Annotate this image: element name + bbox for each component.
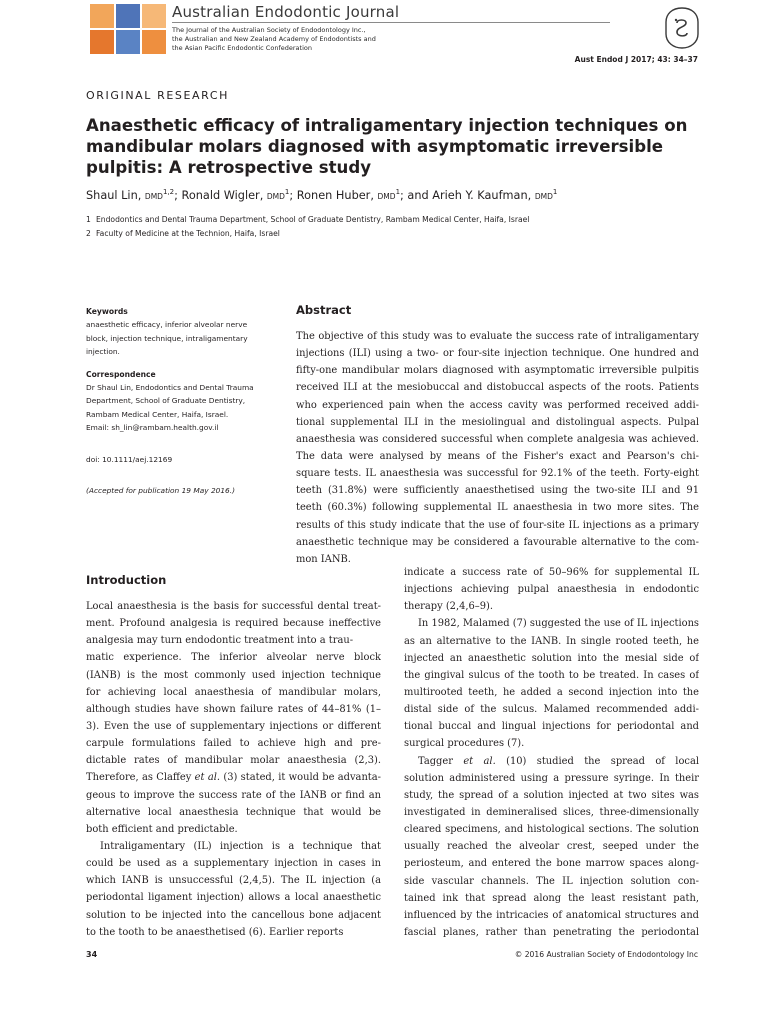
text-line: square tests. IL anaesthesia was successful for 92.1% of the teeth. Forty-eight <box>296 468 699 480</box>
citation: Aust Endod J 2017; 43: 34–37 <box>574 55 698 64</box>
correspondence-line: Rambam Medical Center, Haifa, Israel. <box>86 409 229 419</box>
text-line: Intraligamentary (IL) injection is a technique that <box>100 840 381 852</box>
affiliations <box>86 215 529 243</box>
text-line: side vascular channels. The IL injection solution con- <box>404 875 699 887</box>
affiliation: 2 Faculty of Medicine at the Technion, Haifa, Israel <box>86 229 280 238</box>
article-sidebar <box>86 306 276 498</box>
society-seal-icon <box>664 6 700 50</box>
text-line: periodontal ligament injection) allows a local anaesthetic <box>86 892 381 904</box>
author: Ronen Huber, DMD$^1$; and <box>296 188 433 202</box>
text-line: to the tooth to be anaesthetised (6). Earlier reports <box>86 926 344 938</box>
correspondence-heading: Correspondence <box>86 369 156 379</box>
text-line: anaesthetic technique may be considered a favourable alternative to the com- <box>296 536 699 548</box>
text-line: teeth (60.3%) following supplemental IL anaesthesia in two more sites. The <box>296 502 699 514</box>
body-column-right <box>404 564 699 941</box>
text-line: matic experience. The inferior alveolar nerve block <box>86 652 381 664</box>
text-line: ment. Profound analgesia is required because ineffective <box>86 618 381 630</box>
text-line: anaesthesia was considered successful when complete analgesia was achieved. <box>296 433 699 445</box>
doi[interactable]: doi: 10.1111/aej.12169 <box>86 454 173 464</box>
introduction-heading: Introduction <box>86 573 167 587</box>
text-line: cleared specimens, and histological sections. The solution <box>404 824 699 836</box>
author: Arieh Y. Kaufman, DMD$^1$ <box>432 188 558 202</box>
affiliation: 1 Endodontics and Dental Trauma Department, School of Graduate Dentistry, Rambam Medical Center, Haifa, Israel <box>86 215 530 224</box>
text-line: could be used as a supplementary injection in cases in <box>86 858 381 870</box>
text-line: both efficient and predictable. <box>86 823 238 835</box>
logo-tile <box>116 30 140 54</box>
title-line: Anaesthetic efficacy of intraligamentary injection techniques on <box>86 116 688 135</box>
title-line: mandibular molars diagnosed with asymptomatic irreversible <box>86 137 664 156</box>
text-line: solution administered using a pressure syringe. In their <box>404 772 699 784</box>
text-line: In 1982, Malamed (7) suggested the use of IL injections <box>418 618 699 630</box>
text-line: who experienced pain when the access cavity was performed received addi- <box>296 399 699 411</box>
text-line: Tagger et al. (10) studied the spread of local <box>418 755 699 767</box>
text-line: usually reached the alveolar crest, seeped under the <box>404 841 699 853</box>
text-line: The objective of this study was to evaluate the success rate of intraligamentary <box>296 331 699 342</box>
text-line: therapy (2,4,6–9). <box>404 601 494 613</box>
text-line: tional buccal and lingual injections for periodontal and <box>404 721 699 733</box>
text-line: results of this study indicate that the use of four-site IL injections as a primary <box>296 519 699 531</box>
text-line: as an alternative to the IANB. In single rooted teeth, he <box>404 635 699 647</box>
text-line: The data were analysed by means of the Fisher's exact and Pearson's chi- <box>296 450 699 462</box>
body-column-left <box>86 598 381 941</box>
keywords-line: injection. <box>86 347 120 356</box>
text-line: for achieving local anaesthesia of mandibular molars, <box>86 686 381 698</box>
text-line: teeth (31.8%) were sufficiently anaesthetised using the two-site ILI and 91 <box>296 485 699 497</box>
correspondence-line: Dr Shaul Lin, Endodontics and Dental Trauma <box>86 382 254 392</box>
text-line: fascial planes, rather than penetrating the periodontal <box>404 926 699 938</box>
keywords-line: anaesthetic efficacy, inferior alveolar nerve <box>86 320 248 329</box>
copyright: © 2016 Australian Society of Endodontology Inc <box>514 950 698 959</box>
article-title <box>86 115 706 178</box>
text-line: investigated in demineralised slices, three-dimensionally <box>404 806 699 818</box>
logo-tile <box>142 4 166 28</box>
text-line: fifty-one mandibular molars diagnosed with asymptomatic irreversible pulpitis <box>296 365 699 377</box>
logo-tile <box>116 4 140 28</box>
text-line: alternative local anaesthesia technique that would be <box>86 806 381 818</box>
text-line: Therefore, as Claffey et al. (3) stated, it would be advanta- <box>86 772 381 784</box>
text-line: periosteum, and entered the bone marrow spaces along- <box>404 858 699 870</box>
text-line: carpule formulations failed to achieve high and pre- <box>86 738 381 750</box>
author-list <box>86 189 557 202</box>
journal-name: Australian Endodontic Journal <box>172 3 400 21</box>
text-line: injections achieving pulpal anaesthesia in endodontic <box>404 584 699 596</box>
abstract-heading: Abstract <box>296 303 352 317</box>
journal-header <box>90 4 700 56</box>
text-line: tional supplemental ILI in the mesiolingual and distolingual aspects. Pulpal <box>296 416 699 428</box>
text-line: surgical procedures (7). <box>404 738 525 750</box>
header-rule <box>172 22 610 23</box>
accepted-date: (Accepted for publication 19 May 2016.) <box>86 486 235 495</box>
journal-title-block <box>172 4 612 56</box>
author: Ronald Wigler, DMD$^1$; <box>181 188 297 202</box>
text-line: analgesia may turn endodontic treatment into a trau- <box>86 635 354 647</box>
journal-logo <box>90 4 168 54</box>
text-line: Local anaesthesia is the basis for successful dental treat- <box>86 601 381 612</box>
author: Shaul Lin, DMD$^{1,2}$; <box>86 188 182 202</box>
abstract-text <box>296 328 699 568</box>
journal-description-line: The Journal of the Australian Society of Endodontology Inc., <box>172 26 366 34</box>
text-line: 3). Even the use of supplementary injections or different <box>86 720 381 732</box>
text-line: which IANB is unsuccessful (2,4,5). The IL injection (a <box>86 875 381 887</box>
text-line: injections (ILI) using a two- or four-site injection technique. One hundred and <box>296 348 699 360</box>
logo-tile <box>142 30 166 54</box>
correspondence-line: Department, School of Graduate Dentistry, <box>86 396 246 405</box>
text-line: multirooted teeth, he added a second injection into the <box>404 686 699 698</box>
section-label: ORIGINAL RESEARCH <box>86 89 229 102</box>
logo-tile <box>90 30 114 54</box>
text-line: study, the spread of a solution injected at two sites was <box>404 789 699 801</box>
journal-description-line: the Australian and New Zealand Academy of Endodontists and <box>172 35 376 43</box>
page-number: 34 <box>86 950 98 959</box>
text-line: received ILI at the mesiobuccal and distobuccal aspects of the roots. Patients <box>296 382 699 394</box>
text-line: although studies have shown failure rates of 44–81% (1– <box>86 703 381 715</box>
title-line: pulpitis: A retrospective study <box>86 158 372 177</box>
text-line: the gingival sulcus of the tooth to be treated. In cases of <box>404 669 699 681</box>
correspondence-email[interactable]: Email: sh_lin@rambam.health.gov.il <box>86 423 219 432</box>
text-line: tained ink that spread along the least resistant path, <box>404 892 699 904</box>
keywords-heading: Keywords <box>86 307 128 316</box>
text-line: mon IANB. <box>296 553 351 565</box>
text-line: (IANB) is the most commonly used injection technique <box>86 669 381 681</box>
text-line: injected an anaesthetic solution into the mesial side of <box>404 652 699 664</box>
journal-description-line: the Asian Pacific Endodontic Confederation <box>172 44 312 52</box>
text-line: dictable rates of mandibular molar anaesthesia (2,3). <box>86 755 381 767</box>
logo-tile <box>90 4 114 28</box>
text-line: indicate a success rate of 50–96% for supplemental IL <box>404 567 699 578</box>
text-line: distal side of the sulcus. Malamed recommended addi- <box>404 704 699 716</box>
text-line: solution to be injected into the cancellous bone adjacent <box>86 909 381 921</box>
text-line: geous to improve the success rate of the IANB or find an <box>86 789 381 801</box>
keywords-line: block, injection technique, intraligamentary <box>86 333 248 343</box>
text-line: influenced by the intricacies of anatomical structures and <box>404 909 699 921</box>
